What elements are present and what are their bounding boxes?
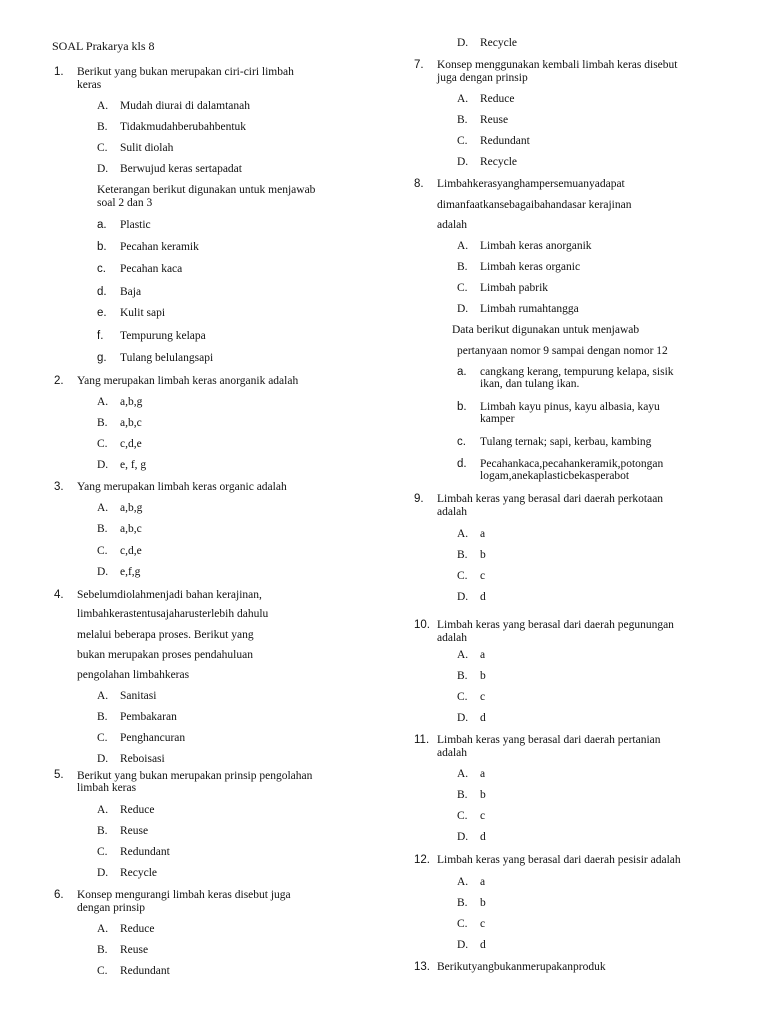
option-letter: D. [97,867,109,879]
option-letter: D. [457,37,469,49]
option-text: Reduce [480,93,515,105]
option-text: Redundant [120,965,170,977]
question-13-number: 13. [414,961,430,973]
option-text: a,b,g [120,396,143,408]
option-letter: A. [457,93,469,105]
option-text: Recycle [120,867,158,879]
question-9-number: 9. [414,493,424,505]
option-text: c,d,e [120,438,142,450]
option-letter: C. [457,570,468,582]
option-text: d [480,939,486,951]
question-6-text: Konsep mengurangi limbah keras disebut juga [77,889,291,901]
info-text-cont: pertanyaan nomor 9 sampai dengan nomor 12 [457,345,668,357]
question-6-text-cont: dengan prinsip [77,902,146,914]
question-1-text-cont: keras [77,79,102,91]
question-2-number: 2. [54,375,64,387]
option-letter: A. [457,768,469,780]
list-letter: c. [457,436,466,448]
option-letter: D. [457,591,469,603]
option-letter: B. [457,114,468,126]
option-text: b [480,549,486,561]
option-letter: D. [457,712,469,724]
question-10-number: 10. [414,619,430,631]
option-letter: C. [457,918,468,930]
info-text-cont: soal 2 dan 3 [97,197,153,209]
option-letter: C. [457,135,468,147]
option-letter: C. [97,545,108,557]
option-letter: B. [457,789,468,801]
question-13-text: Berikutyangbukanmerupakanproduk [437,961,606,973]
list-item: Pecahan keramik [120,241,199,253]
option-letter: C. [457,282,468,294]
option-text: Pembakaran [120,711,177,723]
question-8-text-cont: dimanfaatkansebagaibahandasar kerajinan [437,199,632,211]
question-3-number: 3. [54,481,64,493]
option-text: Sanitasi [120,690,157,702]
option-letter: D. [457,303,469,315]
option-text: Recycle [480,37,518,49]
list-letter: d. [457,458,467,470]
option-letter: A. [457,528,469,540]
question-8-number: 8. [414,178,424,190]
question-8-text-cont: adalah [437,219,468,231]
question-6-number: 6. [54,889,64,901]
list-item-cont: ikan, dan tulang ikan. [480,378,580,390]
option-text: Reuse [120,944,149,956]
option-text: Sulit diolah [120,142,174,154]
info-text: Keterangan berikut digunakan untuk menjawab [97,184,316,196]
option-text: Reduce [120,804,155,816]
option-letter: A. [97,690,109,702]
question-11-text-cont: adalah [437,747,468,759]
option-text: b [480,789,486,801]
option-letter: D. [97,753,109,765]
option-text: d [480,712,486,724]
list-letter: f. [97,330,104,342]
question-7-text: Konsep menggunakan kembali limbah keras disebut [437,59,678,71]
question-5-text-cont: limbah keras [77,782,137,794]
option-letter: A. [457,240,469,252]
option-text: Tidakmudahberubahbentuk [120,121,247,133]
question-9-text-cont: adalah [437,506,468,518]
option-text: a,b,c [120,417,142,429]
option-letter: A. [97,100,109,112]
option-text: a,b,g [120,502,143,514]
option-letter: C. [97,965,108,977]
question-12-number: 12. [414,854,430,866]
option-letter: B. [457,670,468,682]
list-item: cangkang kerang, tempurung kelapa, sisik [480,366,674,378]
list-item: Tulang ternak; sapi, kerbau, kambing [480,436,652,448]
option-letter: A. [97,396,109,408]
option-letter: C. [97,732,108,744]
option-text: Reduce [120,923,155,935]
option-text: Penghancuran [120,732,186,744]
option-text: Redundant [480,135,530,147]
option-letter: A. [97,923,109,935]
option-text: e,f,g [120,566,141,578]
list-item: Plastic [120,219,151,231]
option-text: a [480,528,486,540]
question-5-text: Berikut yang bukan merupakan prinsip pengolahan [77,770,313,782]
question-4-text-cont: melalui beberapa proses. Berikut yang [77,629,254,641]
option-text: b [480,897,486,909]
list-letter: a. [457,366,467,378]
option-letter: B. [97,417,108,429]
list-letter: a. [97,219,107,231]
list-letter: e. [97,307,107,319]
option-text: Limbah pabrik [480,282,549,294]
option-text: c,d,e [120,545,142,557]
option-text: a [480,649,486,661]
option-text: a [480,876,486,888]
option-letter: B. [97,944,108,956]
option-letter: D. [457,831,469,843]
list-item: Kulit sapi [120,307,166,319]
option-letter: C. [457,810,468,822]
option-letter: C. [97,438,108,450]
option-letter: A. [97,502,109,514]
option-letter: B. [457,261,468,273]
option-text: Redundant [120,846,170,858]
question-1-text: Berikut yang bukan merupakan ciri-ciri limbah [77,66,294,78]
list-item: Tempurung kelapa [120,330,206,342]
option-letter: D. [97,459,109,471]
info-text: Data berikut digunakan untuk menjawab [452,324,640,336]
question-7-text-cont: juga dengan prinsip [437,72,528,84]
question-3-text: Yang merupakan limbah keras organic adalah [77,481,287,493]
option-letter: C. [97,142,108,154]
question-11-number: 11. [414,734,430,746]
option-text: c [480,810,486,822]
question-2-text: Yang merupakan limbah keras anorganik adalah [77,375,299,387]
list-letter: b. [457,401,467,413]
option-letter: C. [97,846,108,858]
question-1-number: 1. [54,66,64,78]
option-text: Limbah rumahtangga [480,303,579,315]
question-11-text: Limbah keras yang berasal dari daerah pertanian [437,734,661,746]
question-4-text-cont: bukan merupakan proses pendahuluan [77,649,253,661]
option-letter: B. [457,897,468,909]
option-text: Limbah keras anorganik [480,240,592,252]
question-4-number: 4. [54,589,64,601]
option-text: a,b,c [120,523,142,535]
option-text: d [480,591,486,603]
list-item: Pecahankaca,pecahankeramik,potongan [480,458,664,470]
question-4-text: Sebelumdiolahmenjadi bahan kerajinan, [77,589,262,601]
question-10-text: Limbah keras yang berasal dari daerah pegunungan [437,619,674,631]
option-text: c [480,691,486,703]
option-text: c [480,918,486,930]
option-text: b [480,670,486,682]
option-letter: D. [97,163,109,175]
question-12-text: Limbah keras yang berasal dari daerah pesisir adalah [437,854,681,866]
question-5-number: 5. [54,769,64,781]
option-text: a [480,768,486,780]
option-letter: B. [97,523,108,535]
option-letter: D. [97,566,109,578]
question-7-number: 7. [414,59,424,71]
option-letter: B. [97,711,108,723]
option-letter: B. [97,121,108,133]
question-4-text-cont: limbahkerastentusajaharusterlebih dahulu [77,608,269,620]
option-letter: C. [457,691,468,703]
option-letter: D. [457,156,469,168]
option-text: e, f, g [120,459,147,471]
option-text: Limbah keras organic [480,261,581,273]
list-item: Pecahan kaca [120,263,183,275]
option-text: Berwujud keras sertapadat [120,163,242,175]
list-item-cont: kamper [480,413,515,425]
option-text: Recycle [480,156,518,168]
option-text: Reuse [120,825,149,837]
option-text: d [480,831,486,843]
question-8-text: Limbahkerasyanghampersemuanyadapat [437,178,625,190]
option-text: Reboisasi [120,753,165,765]
list-letter: g. [97,352,107,364]
list-item: Tulang belulangsapi [120,352,214,364]
option-letter: B. [457,549,468,561]
question-10-text-cont: adalah [437,632,468,644]
list-letter: c. [97,263,106,275]
document-title: SOAL Prakarya kls 8 [52,39,155,53]
option-text: c [480,570,486,582]
option-text: Mudah diurai di dalamtanah [120,100,250,112]
option-letter: D. [457,939,469,951]
list-item: Limbah kayu pinus, kayu albasia, kayu [480,401,660,413]
option-letter: A. [457,649,469,661]
question-4-text-cont: pengolahan limbahkeras [77,669,190,681]
list-letter: b. [97,241,107,253]
option-text: Reuse [480,114,509,126]
question-9-text: Limbah keras yang berasal dari daerah perkotaan [437,493,664,505]
option-letter: B. [97,825,108,837]
option-letter: A. [457,876,469,888]
list-item: Baja [120,286,142,298]
list-letter: d. [97,286,107,298]
list-item-cont: logam,anekaplasticbekasperabot [480,470,630,482]
option-letter: A. [97,804,109,816]
